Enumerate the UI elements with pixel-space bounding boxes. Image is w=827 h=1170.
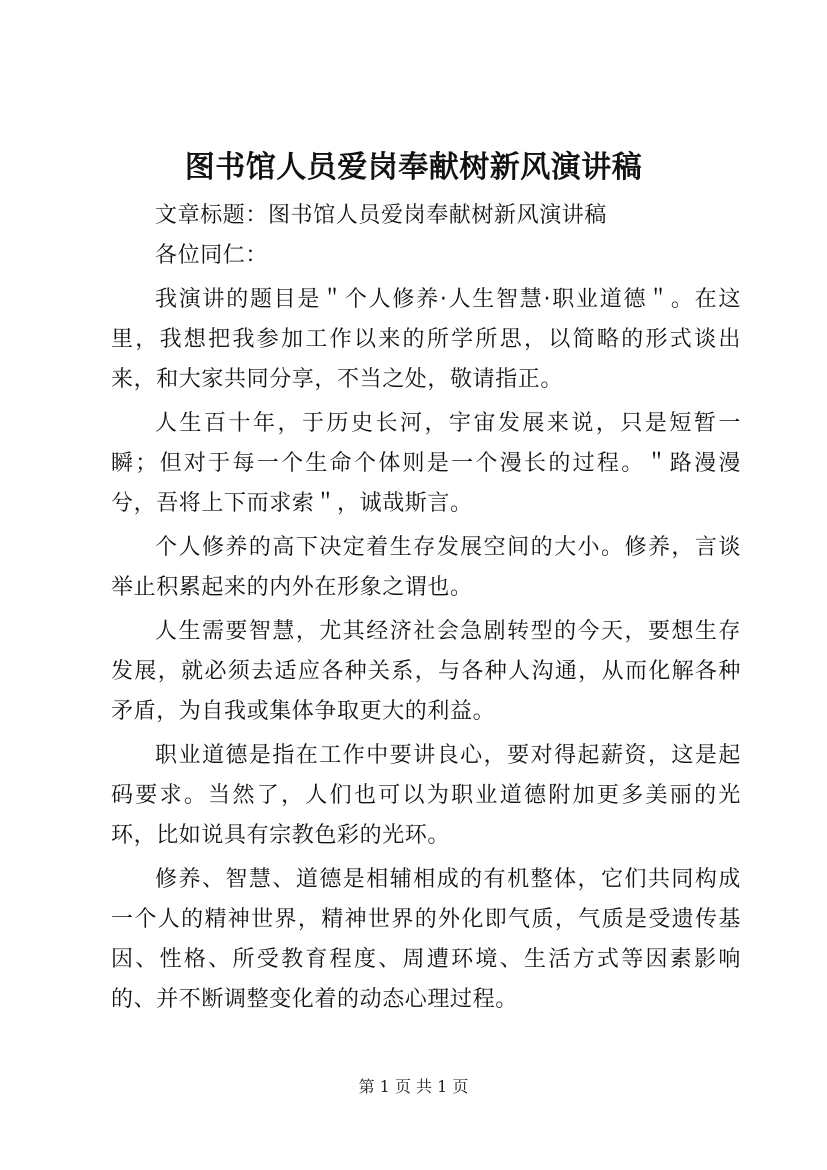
paragraph-3: 个人修养的高下决定着生存发展空间的大小。修养，言谈举止积累起来的内外在形象之谓也。 [111,535,741,600]
document-title: 图书馆人员爱岗奉献树新风演讲稿 [184,150,643,185]
document-body [111,196,741,1024]
paragraph-2: 人生百十年，于历史长河，宇宙发展来说，只是短暂一瞬；但对于每一个生命个体则是一个漫长的过程。＂路漫漫兮，吾将上下而求索＂，诚哉斯言。 [111,411,741,516]
meta-title-line: 文章标题：图书馆人员爱岗奉献树新风演讲稿 [155,203,608,228]
page-footer: 第 1 页 共 1 页 [358,1077,469,1096]
paragraph-6: 修养、智慧、道德是相辅相成的有机整体，它们共同构成一个人的精神世界，精神世界的外化即气质，气质是受遗传基因、性格、所受教育程度、周遭环境、生活方式等因素影响的、并不断调整变化着的动态心理过程。 [111,867,741,1012]
paragraph-4: 人生需要智慧，尤其经济社会急剧转型的今天，要想生存发展，就必须去适应各种关系，与各种人沟通，从而化解各种矛盾，为自我或集体争取更大的利益。 [111,619,741,724]
paragraph-1: 我演讲的题目是＂个人修养·人生智慧·职业道德＂。在这里，我想把我参加工作以来的所学所思，以简略的形式谈出来，和大家共同分享，不当之处，敬请指正。 [111,287,741,392]
greeting: 各位同仁： [155,243,269,268]
paragraph-5: 职业道德是指在工作中要讲良心，要对得起薪资，这是起码要求。当然了，人们也可以为职业道德附加更多美丽的光环，比如说具有宗教色彩的光环。 [111,743,741,848]
